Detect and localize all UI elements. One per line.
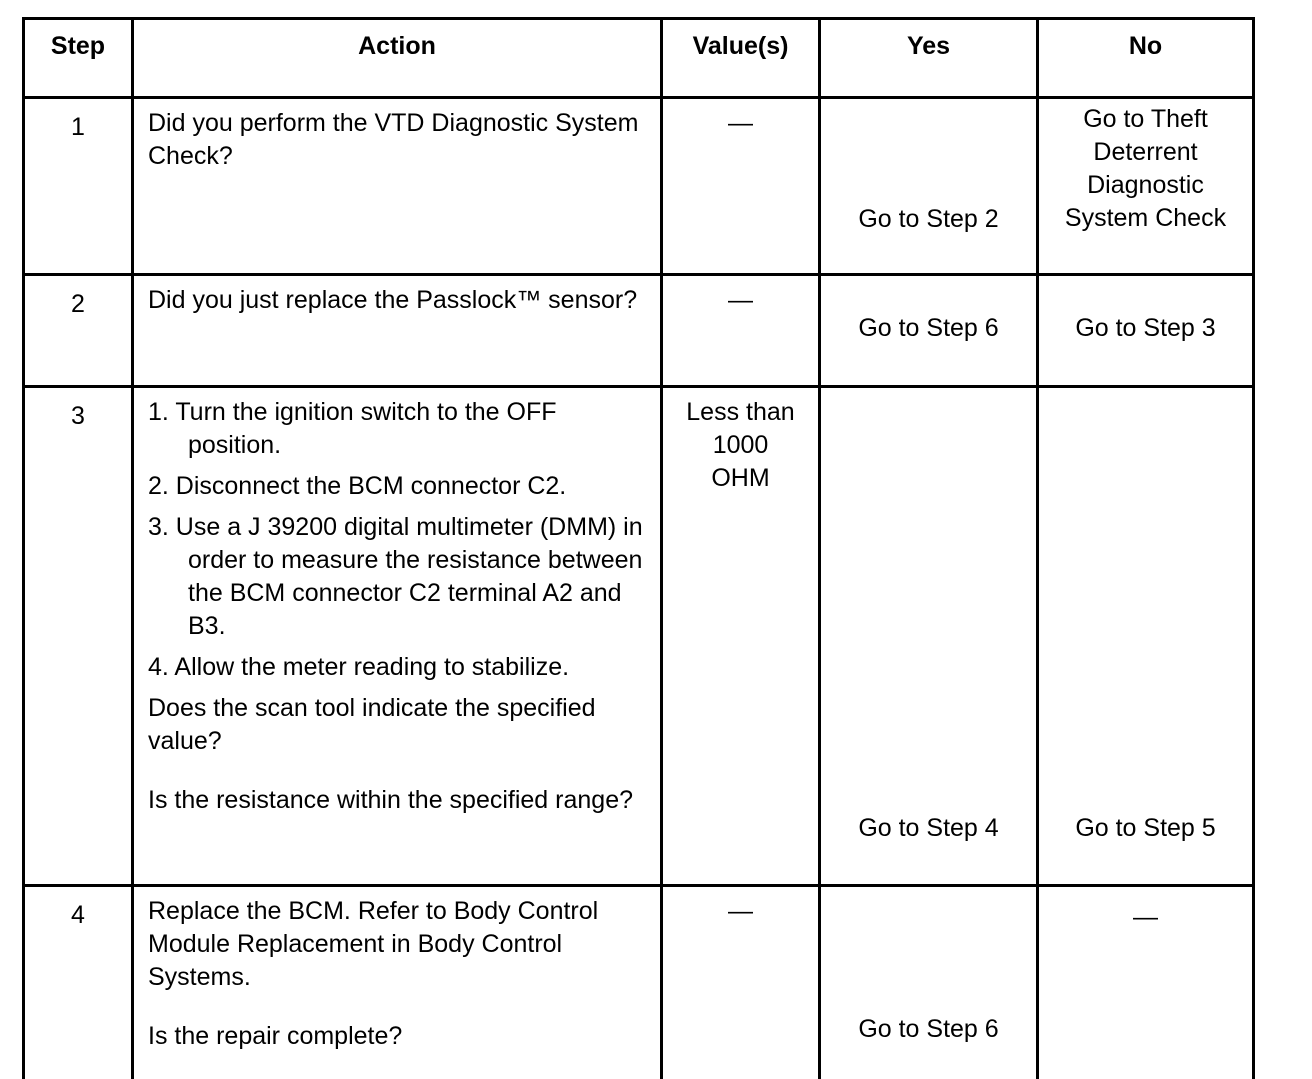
action-text: Did you perform the VTD Diagnostic System Check?	[133, 98, 662, 275]
value-cell: —	[662, 98, 820, 275]
no-link[interactable]: Go to Step 5	[1039, 812, 1252, 845]
question-text: Does the scan tool indicate the specified value?	[148, 692, 650, 758]
step-number: 2	[24, 275, 133, 387]
step-number: 3	[24, 387, 133, 886]
no-value: —	[1039, 901, 1252, 934]
header-yes: Yes	[820, 19, 1038, 98]
question-text: Is the repair complete?	[148, 1020, 650, 1053]
value-cell: Less than 1000 OHM	[662, 387, 820, 886]
substep-item: 1. Turn the ignition switch to the OFF position.	[148, 396, 650, 462]
header-values: Value(s)	[662, 19, 820, 98]
step-number: 4	[24, 886, 133, 1079]
value-cell: —	[662, 275, 820, 387]
yes-link[interactable]: Go to Step 6	[821, 312, 1036, 345]
action-text: Did you just replace the Passlock™ sensor?	[133, 275, 662, 387]
header-no: No	[1038, 19, 1254, 98]
no-cell	[1038, 275, 1254, 387]
header-step: Step	[24, 19, 133, 98]
question-text: Is the resistance within the specified range?	[148, 784, 650, 817]
yes-cell	[820, 275, 1038, 387]
diagnostic-table	[22, 17, 1255, 1079]
no-cell	[1038, 886, 1254, 1079]
yes-link[interactable]: Go to Step 4	[821, 812, 1036, 845]
no-cell	[1038, 387, 1254, 886]
substep-item: 3. Use a J 39200 digital multimeter (DMM) in order to measure the resistance between the BCM connector C2 terminal A2 and B3.	[148, 511, 650, 643]
substep-item: 4. Allow the meter reading to stabilize.	[148, 651, 650, 684]
yes-link[interactable]: Go to Step 6	[821, 1013, 1036, 1046]
substep-item: 2. Disconnect the BCM connector C2.	[148, 470, 650, 503]
no-cell	[1038, 98, 1254, 275]
header-row	[24, 19, 1254, 98]
no-link[interactable]: Go to Step 3	[1039, 312, 1252, 345]
table-row	[24, 275, 1254, 387]
no-link[interactable]: Go to Theft Deterrent Diagnostic System Check	[1039, 103, 1252, 235]
step-number: 1	[24, 98, 133, 275]
value-cell: —	[662, 886, 820, 1079]
yes-link[interactable]: Go to Step 2	[821, 203, 1036, 236]
action-text: Replace the BCM. Refer to Body Control Module Replacement in Body Control Systems.	[148, 895, 650, 994]
yes-cell	[820, 98, 1038, 275]
table-row	[24, 387, 1254, 886]
action-cell	[133, 886, 662, 1079]
substep-list	[148, 396, 650, 684]
yes-cell	[820, 387, 1038, 886]
table-row	[24, 98, 1254, 275]
action-cell	[133, 387, 662, 886]
yes-cell	[820, 886, 1038, 1079]
table-row	[24, 886, 1254, 1079]
header-action: Action	[133, 19, 662, 98]
